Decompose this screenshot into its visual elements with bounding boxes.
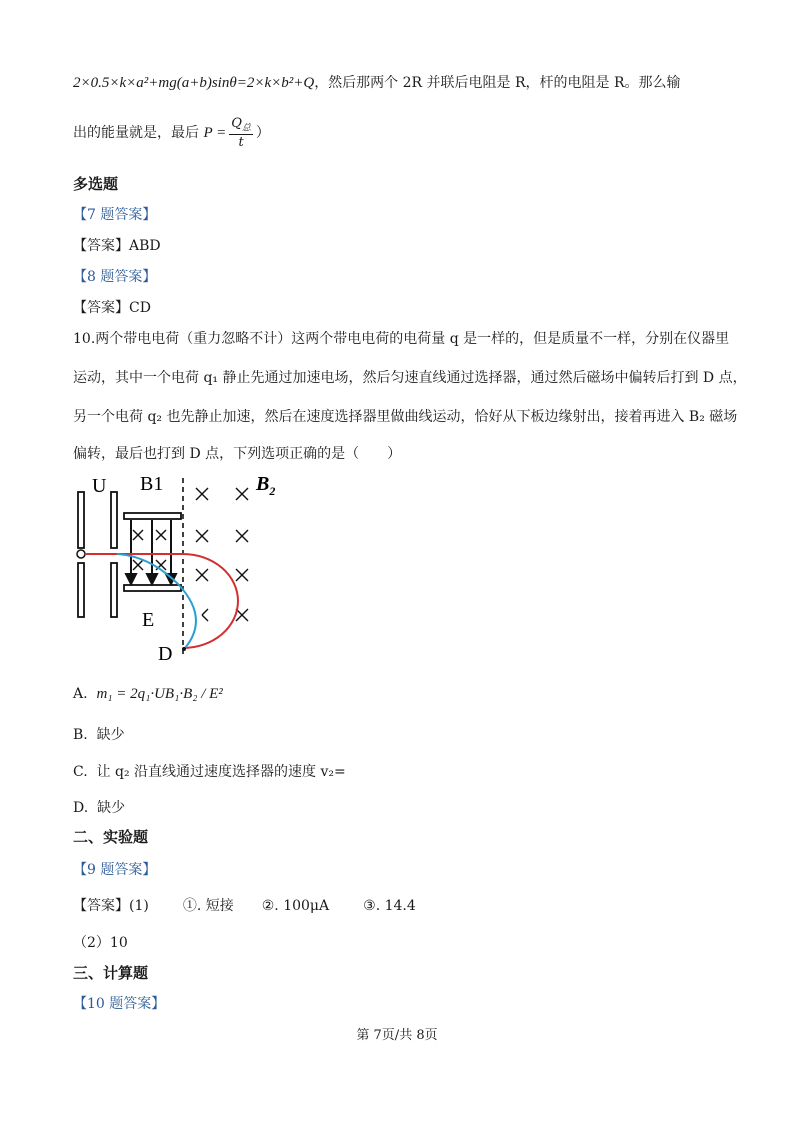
selector-plate-lower [124, 585, 181, 591]
accel-plate-lower-2 [111, 563, 117, 617]
q10-line-3: 另一个电荷 q₂ 也先静止加速，然后在速度选择器里做曲线运动，恰好从下板边缘射出，接着再进入 B₂ 磁场 [73, 409, 738, 425]
label-E: E [142, 609, 155, 631]
option-C [73, 761, 346, 781]
option-B-letter: B. [73, 727, 88, 743]
option-D-text: 缺少 [97, 800, 126, 816]
answer-9-part2: （2）10 [73, 935, 128, 951]
option-D [73, 797, 125, 817]
power-prefix: 出的能量就是，最后 [73, 124, 204, 141]
power-symbol: P = [203, 124, 227, 141]
velocity-selector-diagram [70, 468, 280, 668]
power-fraction [229, 116, 253, 150]
power-suffix: ） [255, 124, 270, 141]
option-B [73, 724, 125, 744]
accel-plate-upper-2 [111, 492, 117, 548]
label-B1: B1 [140, 473, 164, 495]
page-footer: 第 7页/共 8页 [356, 1028, 438, 1043]
frac-denominator: t [238, 134, 244, 150]
answer-9-item-3: ③. 14.4 [363, 898, 416, 914]
trajectory-q2 [117, 554, 196, 648]
answer-8: 【答案】CD [73, 300, 151, 316]
answer-9-item-1: ①. 短接 [182, 898, 234, 914]
frac-numerator-sub: 总 [241, 123, 251, 134]
accel-plate-upper [78, 492, 84, 548]
section-heading-multi: 多选题 [73, 175, 119, 193]
q10-line-1: 10.两个带电电荷（重力忽略不计）这两个带电电荷的电荷量 q 是一样的，但是质量不一样，分别在仪器里 [73, 331, 730, 347]
answer-tag-8: 【8 题答案】 [73, 269, 157, 285]
option-B-text: 缺少 [96, 727, 125, 743]
q10-line-2: 运动，其中一个电荷 q₁ 静止先通过加速电场，然后匀速直线通过选择器，通过然后磁场中偏转后打到 D 点， [73, 370, 747, 386]
b1-field-crosses [133, 530, 166, 570]
answer-9-prefix: 【答案】(1) [73, 898, 149, 914]
energy-formula: 2×0.5×k×a²+mg(a+b)sinθ=2×k×b²+Q [73, 75, 315, 91]
q10-line-4: 偏转，最后也打到 D 点，下列选项正确的是（ ） [73, 446, 402, 462]
label-D: D [158, 643, 173, 665]
section-heading-experiment: 二、实验题 [73, 828, 149, 846]
label-B2: $B_2$ [256, 473, 276, 498]
answer-tag-10: 【10 题答案】 [73, 996, 166, 1012]
option-D-letter: D. [73, 800, 89, 816]
answer-9-part1 [73, 895, 416, 915]
section-heading-calc: 三、计算题 [73, 964, 149, 982]
selector-plate-upper [124, 513, 181, 519]
option-A [73, 686, 223, 703]
accel-plate-lower [78, 563, 84, 617]
formula-explanation: ，然后那两个 2R 并联后电阻是 R，杆的电阻是 R。那么输 [314, 75, 681, 91]
option-A-letter: A. [73, 686, 88, 702]
formula-line [73, 72, 681, 92]
answer-tag-9: 【9 题答案】 [73, 862, 157, 878]
label-U: U [92, 475, 107, 497]
option-C-text: 让 q₂ 沿直线通过速度选择器的速度 v₂= [96, 764, 346, 780]
frac-numerator: Q [231, 116, 242, 131]
answer-tag-7: 【7 题答案】 [73, 207, 157, 223]
answer-9-item-2: ②. 100μA [261, 898, 330, 914]
answer-7: 【答案】ABD [73, 238, 161, 254]
option-C-letter: C. [73, 764, 88, 780]
point-D-marker [182, 647, 186, 651]
b2-field-crosses [196, 488, 248, 621]
trajectory-q1 [85, 554, 238, 648]
power-line [73, 116, 270, 150]
source-point [77, 550, 85, 558]
option-A-text: m₁ = 2q₁·UB₁·B₂ / E² [96, 686, 223, 702]
